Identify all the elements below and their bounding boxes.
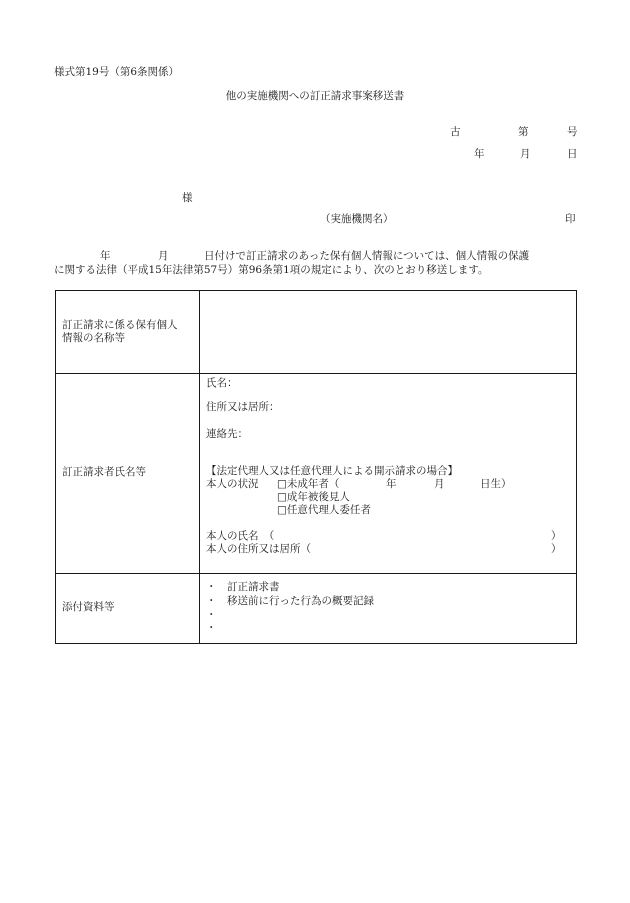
attachment-item: ・: [206, 609, 217, 621]
table-row: [56, 291, 577, 374]
principal-name-label: 本人の氏名 （: [206, 530, 275, 542]
requester-name-label: 氏名：: [206, 377, 238, 389]
transfer-details-table: [55, 290, 577, 644]
label-cell-record-name: [56, 291, 200, 374]
label-requester: 訂正請求者氏名等: [62, 466, 146, 478]
date-day: 日: [567, 148, 578, 160]
attachment-item: ・ 移送前に行った行為の概要記録: [206, 595, 374, 607]
body-paragraph-line1: [54, 250, 578, 264]
table-row: [56, 574, 577, 644]
principal-status-label: 本人の状況: [206, 478, 259, 490]
checkbox-agent-principal: □任意代理人委任者: [277, 504, 371, 516]
table-row: [56, 374, 577, 574]
requester-address-label: 住所又は居所：: [206, 401, 280, 413]
sender-org: （実施機関名）: [320, 213, 394, 225]
label-cell-attachments: [56, 574, 200, 644]
body-month: 月: [158, 250, 169, 262]
birth-day-label: 日生）: [480, 478, 512, 490]
date-year: 年: [474, 148, 485, 160]
checkbox-minor: □未成年者（: [277, 478, 340, 490]
principal-address-close: ）: [551, 543, 562, 555]
attachment-item: ・: [206, 622, 217, 634]
representative-heading: 【法定代理人又は任意代理人による開示請求の場合】: [206, 465, 458, 477]
ref-number-prefix: 古: [450, 126, 461, 138]
ref-number-dai: 第: [518, 126, 529, 138]
requester-contact-label: 連絡先：: [206, 428, 248, 440]
value-cell-attachments: [200, 574, 577, 644]
body-text: 日付けで訂正請求のあった保有個人情報については、個人情報の保護: [204, 250, 530, 262]
label-cell-requester: [56, 374, 200, 574]
seal-mark: 印: [565, 213, 576, 225]
value-cell-requester: [200, 374, 577, 574]
principal-address-label: 本人の住所又は居所（: [206, 543, 311, 555]
ref-number-go: 号: [567, 126, 578, 138]
principal-name-close: ）: [551, 530, 562, 542]
birth-month-label: 月: [434, 478, 445, 490]
label-attachments: 添付資料等: [62, 601, 115, 613]
body-paragraph-line2: に関する法律（平成15年法律第57号）第96条第1項の規定により、次のとおり移送します。: [54, 264, 489, 276]
form-number: 様式第19号（第6条関係）: [54, 66, 180, 78]
label-record-name-line1: 訂正請求に係る保有個人: [62, 319, 178, 331]
document-title: 他の実施機関への訂正請求事案移送書: [225, 90, 405, 102]
attachment-item: ・ 訂正請求書: [206, 581, 280, 593]
addressee-suffix: 様: [182, 192, 193, 204]
birth-year-label: 年: [386, 478, 397, 490]
value-cell-record-name: [200, 291, 577, 374]
date-month: 月: [520, 148, 531, 160]
label-record-name-line2: 情報の名称等: [62, 332, 125, 345]
checkbox-adult-guardian: □成年被後見人: [277, 491, 350, 503]
body-year: 年: [100, 250, 111, 262]
